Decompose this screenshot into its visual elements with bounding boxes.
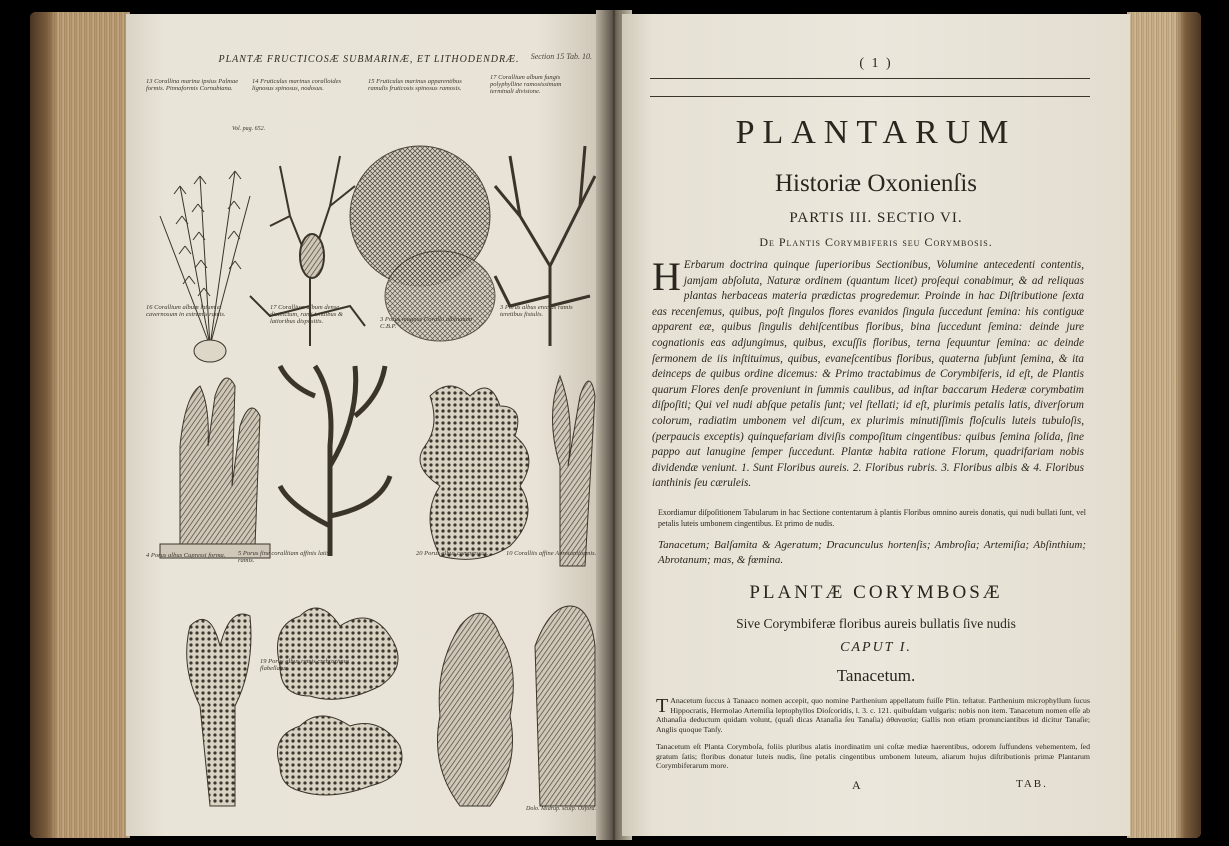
left-page-plate xyxy=(126,14,610,836)
mesh-coral-figure xyxy=(350,146,495,341)
intro-paragraph xyxy=(652,254,1084,492)
porus-magnus-figure xyxy=(420,386,529,559)
plate-caption-1: 13 Corallina marina ipsius Palmae formis. Pinnaformis Cornubiana. xyxy=(146,78,239,92)
plate-caption-4: 17 Corallium album fungis polyphylline ramosissimum terminali divisione. xyxy=(490,74,562,95)
header-rule-bottom xyxy=(650,96,1090,97)
porus-compressus-figure xyxy=(278,608,403,795)
cupressi-forma-figure xyxy=(187,614,251,806)
page-folio: ( 1 ) xyxy=(859,56,893,71)
tanacetum-heading: Tanacetum. xyxy=(836,666,916,685)
plate-caption-8: 3 Porus albus erectus ramis teretibus fistulis. xyxy=(500,304,573,318)
fan-coral-figure xyxy=(160,171,250,362)
porus-albus-figure xyxy=(438,613,514,806)
plate-engraver: Dolo. Midrup. sculp. Oxford. xyxy=(526,806,596,812)
plate-caption-11: 20 Porus albus compressus. xyxy=(416,550,489,557)
plate-vol-ref: Vol. pag. 652. xyxy=(232,126,266,132)
page-title: PLANTARUM xyxy=(735,114,1017,151)
partis-heading: PARTIS III. SECTIO VI. xyxy=(789,210,963,226)
plant-list: Tanacetum; Balſamita & Ageratum; Dracunculus hortenſis; Ambroſia; Artemiſia; Abſinthium; Abrotanum; mas, & fœmina. xyxy=(658,539,1086,566)
plate-caption-9: 4 Porus albus Cupressi forma. xyxy=(146,552,226,559)
left-page-edges xyxy=(30,12,130,838)
plate-caption-12: 10 Coralliis affine Abrotaniformis. xyxy=(506,550,597,557)
right-page-edges xyxy=(1127,12,1201,838)
exordium-paragraph: Exordiamur diſpoſitionem Tabularum in hac Sectione contentarum à plantis Floribus omnino aureis donatis, qui nudi bullati ſunt, vel petalis luteis umbonem cingentibus. Et primo de nudis. xyxy=(658,508,1086,528)
header-rule-top xyxy=(650,78,1090,79)
plate-caption-3: 15 Fruticulus marinus apparentibus ramulis fruticosis spinosus ramosis. xyxy=(368,78,462,92)
paragraph-1-text: Anacetum ſuccus à Tanaaco nomen accepit, quo nomine Parthenium appellatum fuiſſe Plin. teſtatur. Parthenium microphyllum ſucus Hippocratis, Hermolao Artemiſia leptophyllos Dioſcoridis, l. 3. c. 121. quibuſdam vulgaris: nobis non item. Tanacetum nomen eſſe ab Athanaſia deductum quidam volunt, (quaſi dicas Atanaſia ſeu Tanaſia) ἀθανασία; Gallis non etiam pronunciantibus id dicitur Tanaſie; Anglis quoque Tanſy. xyxy=(656,696,1090,734)
signature-mark: A xyxy=(852,778,861,792)
plate-caption-2: 14 Fruticulus marinus coralloides lignosus spinosus, nodosus. xyxy=(252,78,342,92)
page-subtitle: Historiæ Oxonienſis xyxy=(774,170,978,197)
tanacetum-paragraph-1 xyxy=(656,696,1090,734)
paragraph-drop-cap: T xyxy=(656,695,669,717)
coral-figure-16 xyxy=(160,378,270,558)
plate-caption-6: 17 Corallium album dense distinctum, rami tenuibus & latioribus dispositis. xyxy=(270,304,343,325)
intro-drop-cap: H xyxy=(652,254,681,299)
coral-illustrations xyxy=(140,66,598,814)
intro-text: Erbarum doctrina quinque ſuperioribus Sectionibus, Volumine antecedenti contentis, jamjam abſoluta, Naturæ ordinem (quantum licet) proſequi conabimur, & ad reliquas plantas herbaceas materia prædictas progredemur. Proinde in hac Diſtributione ſexta eas recenſemus, quibus, poſt ſingulos flores evanidos ſingula ſuccedunt ſemina: his contiguæ apparent eæ, quibus ſingulis dehiſcentibus floribus, bina ſuccedunt ſemina: deinde jure cognationis eas adjungimus, quibus, excuſſis floribus, terna ſequuntur ſemina: ac deinde ſermonem de iis inſtituimus, quibus, evaneſcentibus floribus, quaterna ſubſunt ſemina, & ita deinceps de quibus ordine dicemus: & Primo tractabimus de Corymbiferis, id eſt, de Plantis quarum Flores denſe proveniunt in ſummis caulibus, ad inſtar baccarum Hederæ corymbatim diſpoſiti; Qui vel nudi abſque petalis ſunt; vel ſtellati; id eſt, plurimis petalis latis, diverſorum colorum, radiatim umbonem vel diſcum, ex plurimis minutiſſimis floſculis luteis tubuloſis, (perpaucis exceptis) quinquefariam diviſis compoſitum cingentibus: quibus ſemina ſolida, ſine pappo aut lanugine ſemper ſuccedunt. Plantæ habita ratione Florum, quadrifariam nobis dividendæ veniunt. 1. Sunt Floribus aureis. 2. Floribus rubris. 3. Floribus albis & 4. Floribus ianthinis ſeu cæruleis. xyxy=(652,259,1084,490)
coral-figure-17 xyxy=(280,366,390,556)
catchword: TAB. xyxy=(1016,778,1048,790)
plate-section-ref: Section 15 Tab. 10. xyxy=(530,52,592,61)
plate-caption-13: 19 Porus albus ramis crebrarimus flabellatus. xyxy=(260,658,350,672)
engraved-plate xyxy=(140,54,598,814)
right-page-text xyxy=(622,14,1130,836)
porus-albus-erectus-figure xyxy=(553,376,596,566)
section-heading: De Plantis Corymbiferis ſeu Corymbosis. xyxy=(759,235,993,249)
sive-subheading: Sive Corymbiferæ floribus aureis bullatis ſive nudis xyxy=(736,616,1016,631)
abrotaniformis-figure xyxy=(535,606,595,806)
plate-caption-10: 5 Porus fine coralliiam affinis latis ramis. xyxy=(238,550,330,564)
plate-caption-5: 16 Corallium album latum et cavernosum in extremis ramis. xyxy=(146,304,226,318)
corymbosae-heading: PLANTÆ CORYMBOSÆ xyxy=(749,582,1003,603)
plate-caption-7: 3 Porus magnus Corallo albinatum C.B.P. xyxy=(380,316,473,330)
tanacetum-paragraph-2: Tanacetum eſt Planta Corymboſa, foliis pluribus alatis inordinatim uni coſtæ mediæ haerentibus, odorem ſuffundens vehementem, ſed gratum ſatis; floribus donatur luteis nudis, ſine petalis cingentibus umbonem luteum, aliarum hujus diſtributionis primæ Plantarum Corymbiferarum more. xyxy=(656,742,1090,771)
caput-heading: CAPUT I. xyxy=(840,640,912,655)
plate-heading: PLANTÆ FRUCTICOSÆ SUBMARINÆ, ET LITHODENDRÆ. xyxy=(218,54,520,65)
